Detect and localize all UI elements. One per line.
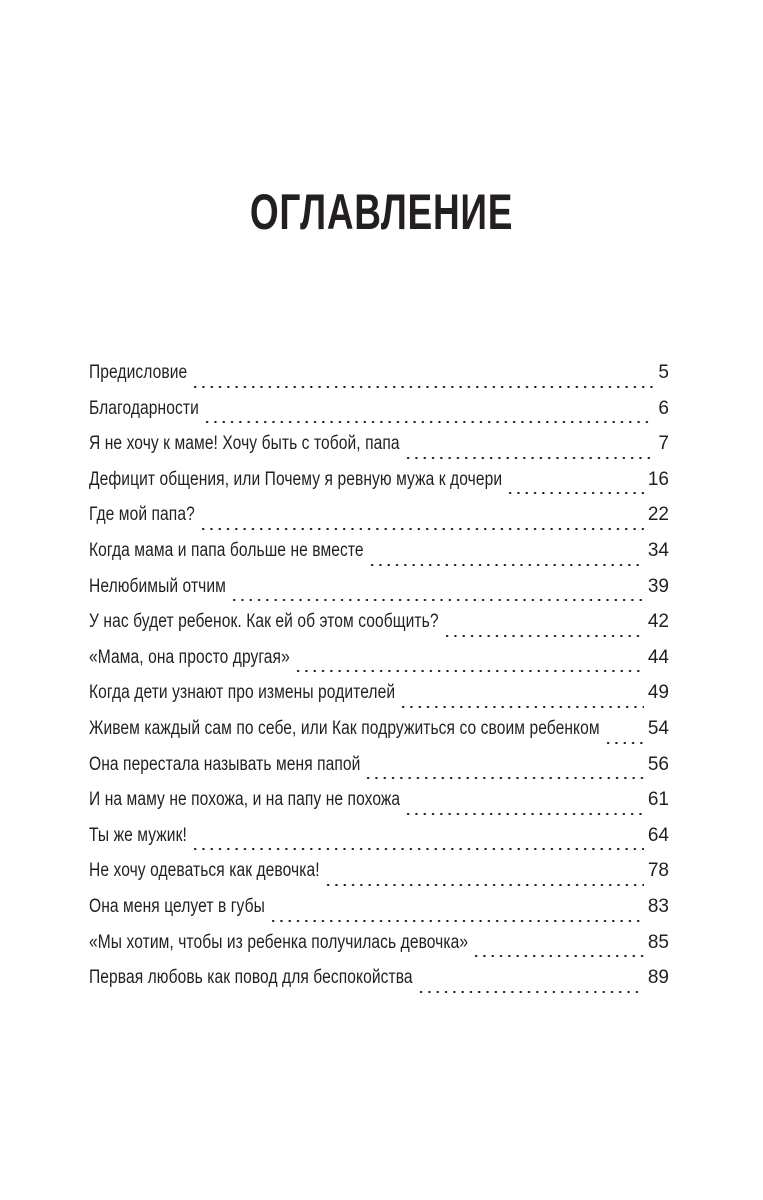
dot-leader [404,457,653,459]
toc-entry-label: Дефицит общения, или Почему я ревную мужа к дочери [89,468,503,490]
dot-leader [472,955,644,957]
dot-leader [230,599,644,601]
toc-entry[interactable] [89,647,669,683]
toc-entry-page: 34 [647,539,669,561]
toc-entry-page: 78 [647,860,669,882]
toc-entry[interactable] [89,682,669,718]
dot-leader [294,670,644,672]
toc-entry-label: Нелюбимый отчим [89,575,226,597]
dot-leader [368,564,644,566]
toc-entry[interactable] [89,825,669,861]
toc-entry-page: 83 [647,895,669,917]
toc-entry-page: 7 [658,433,669,455]
toc-entry[interactable] [89,932,669,968]
toc-entry-page: 22 [647,504,669,526]
toc-entry[interactable] [89,398,669,434]
toc-entry-label: Когда дети узнают про измены родителей [89,682,396,704]
toc-entry-label: Она меня целует в губы [89,895,265,917]
dot-leader [364,777,643,779]
toc-entry-page: 44 [647,646,669,668]
toc-entry-page: 64 [647,824,669,846]
toc-entry-label: Ты же мужик! [89,824,187,846]
toc-entry[interactable] [89,540,669,576]
toc-entry-page: 49 [647,682,669,704]
toc-entry-page: 39 [647,575,669,597]
toc-entry[interactable] [89,967,669,1003]
toc-entry-label: Благодарности [89,397,199,419]
toc-entry[interactable] [89,789,669,825]
toc-entry-label: Живем каждый сам по себе, или Как подружиться со своим ребенком [89,717,600,739]
dot-leader [199,528,644,530]
toc-entry-page: 56 [647,753,669,775]
toc-entry[interactable] [89,433,669,469]
toc-entry-page: 16 [647,468,669,490]
toc-entry-label: Предисловие [89,362,188,383]
table-of-contents [89,362,669,1003]
toc-entry[interactable] [89,611,669,647]
toc-entry[interactable] [89,718,669,754]
toc-entry-page: 89 [647,967,669,989]
toc-entry-label: Не хочу одеваться как девочка! [89,860,320,882]
toc-entry[interactable] [89,896,669,932]
toc-entry-label: У нас будет ребенок. Как ей об этом сообщить? [89,611,439,633]
toc-entry-page: 5 [658,362,669,383]
toc-entry-label: «Мы хотим, чтобы из ребенка получилась девочка» [89,931,469,953]
toc-entry-label: Она перестала называть меня папой [89,753,361,775]
dot-leader [404,813,644,815]
toc-entry-label: Когда мама и папа больше не вместе [89,539,364,561]
dot-leader [191,848,644,850]
dot-leader [417,991,644,993]
toc-entry[interactable] [89,362,669,398]
toc-entry[interactable] [89,754,669,790]
toc-entry-page: 42 [647,611,669,633]
toc-entry-label: Где мой папа? [89,504,195,526]
toc-entry-label: «Мама, она просто другая» [89,646,290,668]
dot-leader [443,635,644,637]
toc-entry-label: И на маму не похожа, и на папу не похожа [89,789,401,811]
dot-leader [604,742,644,744]
toc-entry[interactable] [89,576,669,612]
toc-entry-page: 54 [647,717,669,739]
dot-leader [324,884,644,886]
toc-entry[interactable] [89,504,669,540]
dot-leader [269,920,644,922]
dot-leader [399,706,644,708]
toc-entry[interactable] [89,469,669,505]
dot-leader [506,492,644,494]
toc-entry-page: 85 [647,931,669,953]
toc-entry-label: Первая любовь как повод для беспокойства [89,967,413,989]
toc-entry-page: 61 [647,789,669,811]
dot-leader [191,386,653,388]
toc-entry-page: 6 [658,397,669,419]
page-title: ОГЛАВЛЕНИЕ [249,183,514,240]
dot-leader [203,421,653,423]
toc-entry-label: Я не хочу к маме! Хочу быть с тобой, папа [89,433,400,455]
toc-entry[interactable] [89,860,669,896]
